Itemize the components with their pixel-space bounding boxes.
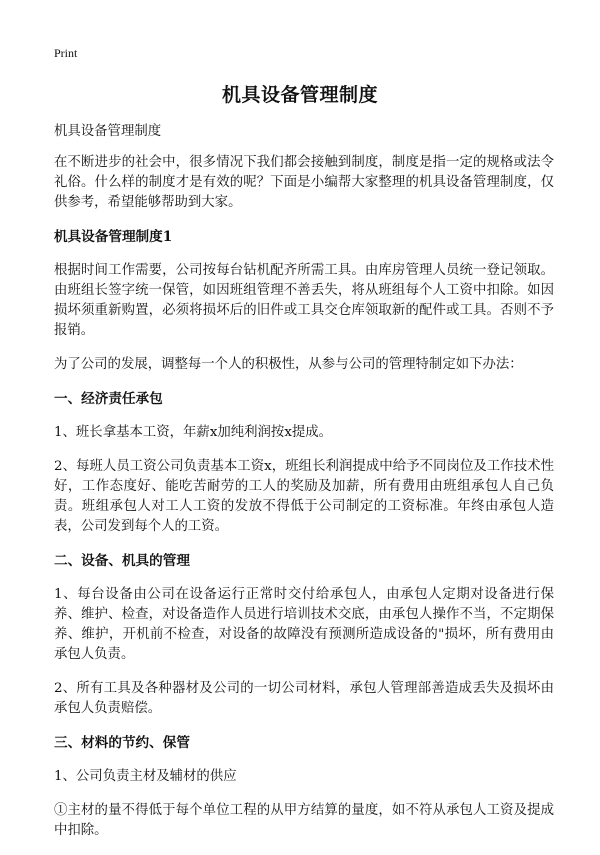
section1-paragraph-1: 根据时间工作需要，公司按每台钻机配齐所需工具。由库房管理人员统一登记领取。由班组长签字统一保管，如因班组管理不善丢失，将从班组每个人工资中扣除。如因损坏须重新购置，必须将损坏后的旧件或工具交仓库领取新的配件或工具。否则不予报销。 — [54, 263, 554, 338]
part2-item-2: 2、所有工具及各种器材及公司的一切公司材料，承包人管理部善造成丢失及损坏由承包人负责赔偿。 — [54, 681, 554, 716]
part3-heading: 三、材料的节约、保管 — [54, 735, 190, 751]
document-body — [54, 122, 554, 855]
part2-heading: 二、设备、机具的管理 — [54, 553, 190, 569]
section1-paragraph-2: 为了公司的发展，调整每一个人的积极性，从参与公司的管理特制定如下办法： — [54, 357, 523, 372]
part1-heading: 一、经济责任承包 — [54, 391, 163, 407]
part2-item-1: 1、每台设备由公司在设备运行正常时交付给承包人，由承包人定期对设备进行保养、维护、检查，对设备造作人员进行培训技术交底，由承包人操作不当，不定期保养、维护，开机前不检查，对设备的故障没有预测所造成设备的"损坏，所有费用由承包人负责。 — [54, 587, 554, 662]
part1-item-2: 2、每班人员工资公司负责基本工资x，班组长利润提成中给予不同岗位及工作技术性好，工作态度好、能吃苦耐劳的工人的奖励及加薪，所有费用由班组承包人自己负责。班组承包人对工人工资的发放不得低于公司制定的工资标准。年终由承包人造表，公司发到每个人的工资。 — [54, 459, 554, 534]
section1-heading: 机具设备管理制度1 — [54, 229, 173, 245]
document-subtitle: 机具设备管理制度 — [54, 124, 162, 139]
part1-item-1: 1、班长拿基本工资，年薪x加纯利润按x提成。 — [54, 425, 333, 440]
part3-item-1: 1、公司负责主材及辅材的供应 — [54, 769, 237, 784]
print-link[interactable]: Print — [54, 46, 78, 60]
intro-paragraph: 在不断进步的社会中，很多情况下我们都会接触到制度，制度是指一定的规格或法令礼俗。什么样的制度才是有效的呢？下面是小编帮大家整理的机具设备管理制度，仅供参考，希望能够帮助到大家。 — [54, 155, 554, 210]
part3-item-2: ①主材的量不得低于每个单位工程的从甲方结算的量度，如不符从承包人工资及提成中扣除。 — [54, 803, 554, 838]
page-title: 机具设备管理制度 — [221, 84, 378, 106]
